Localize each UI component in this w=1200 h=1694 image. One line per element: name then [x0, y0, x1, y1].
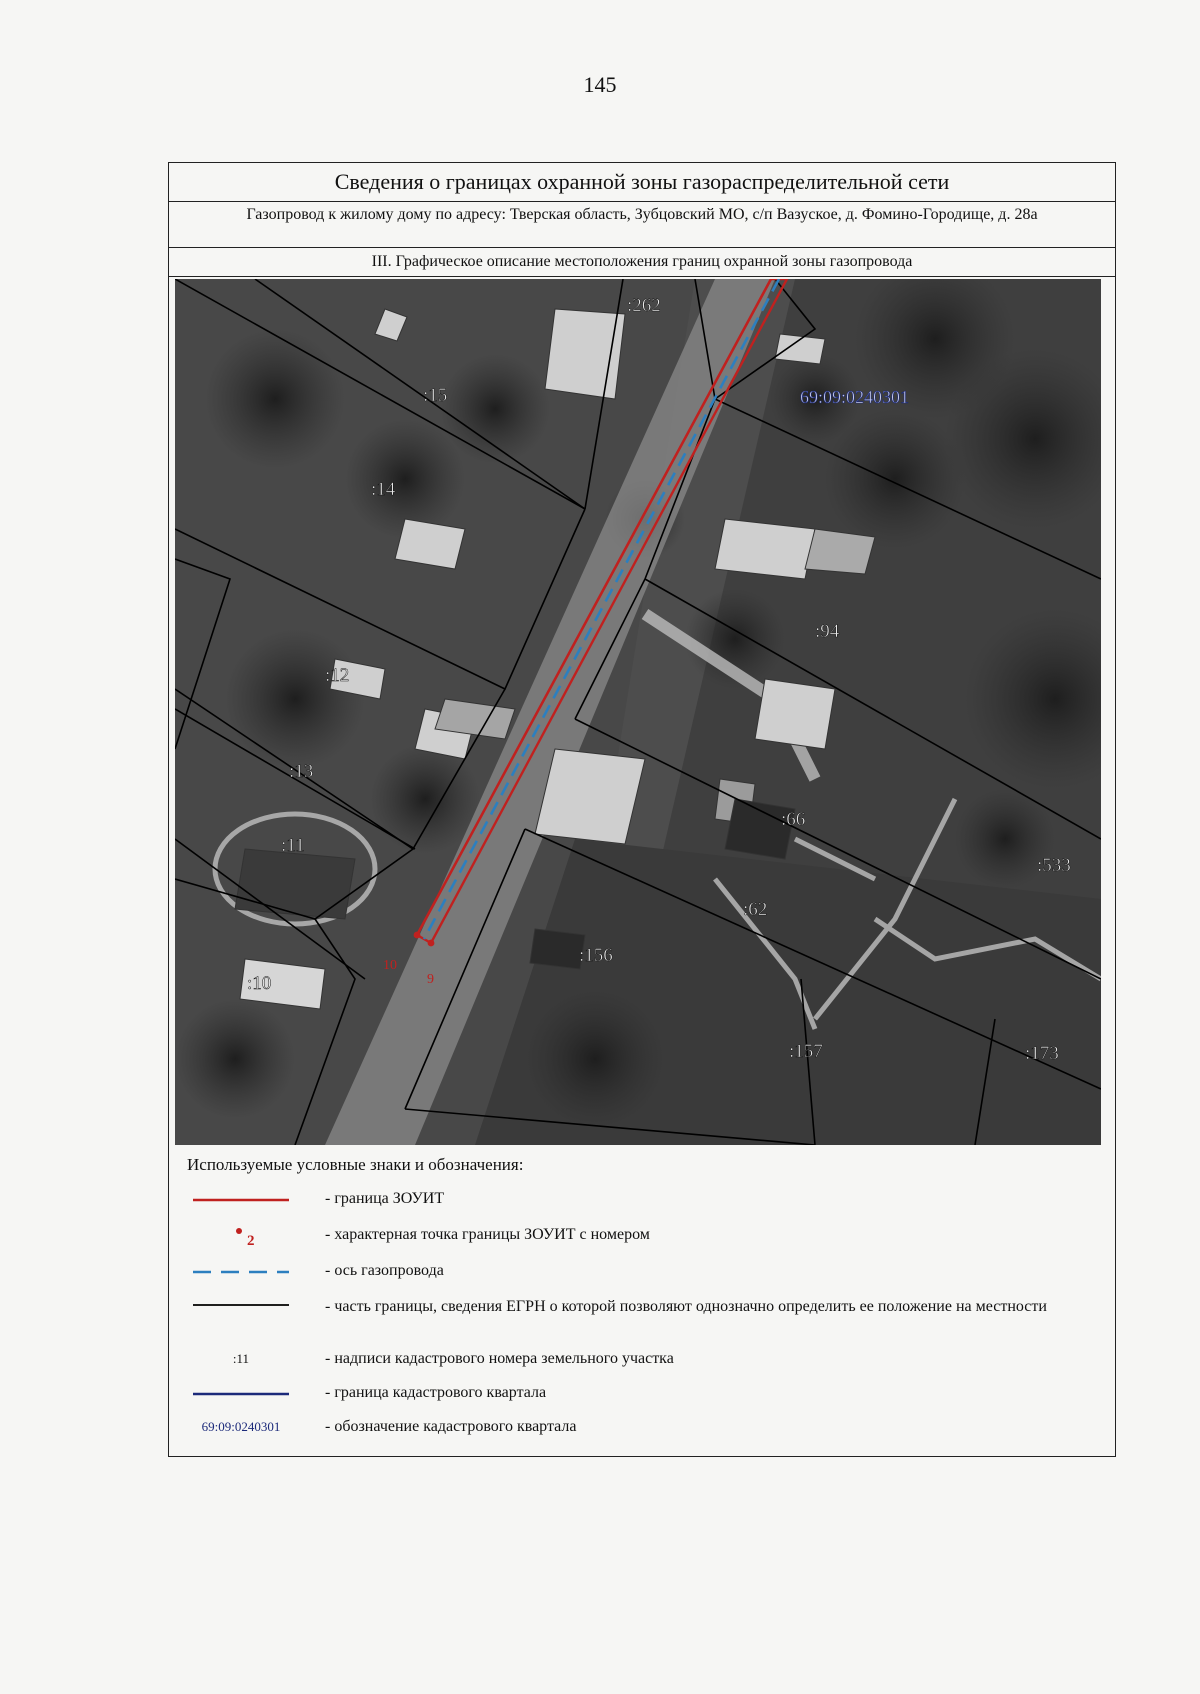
map-sheet-frame	[168, 162, 1116, 1457]
legend-text: - ось газопровода	[325, 1262, 444, 1279]
parcel-label-12: :12	[325, 665, 350, 686]
parcel-label-173: :173	[1025, 1043, 1059, 1064]
legend-text: - граница ЗОУИТ	[325, 1190, 445, 1207]
legend-text: - часть границы, сведения ЕГРН о которой позволяют однозначно определить ее положение на местности	[325, 1298, 1047, 1315]
quarter-label: 69:09:0240301	[800, 387, 910, 407]
map-canvas	[175, 279, 1101, 1145]
legend-symbol-blue-line	[189, 1379, 293, 1409]
boundary-point-9	[428, 940, 435, 947]
legend-row-pipe-axis	[169, 1257, 1109, 1287]
legend-symbol-red-line	[189, 1185, 293, 1215]
aerial-map[interactable]	[175, 279, 1101, 1145]
object-description: Газопровод к жилому дому по адресу: Тверская область, Зубцовский МО, с/п Вазуское, д. Фомино-Городище, д. 28а	[169, 202, 1115, 248]
legend-symbol-parcel-label	[189, 1345, 293, 1375]
boundary-point-10	[414, 932, 421, 939]
legend-point-number: 2	[247, 1233, 255, 1249]
legend-row-parcel-boundary	[169, 1293, 1109, 1343]
legend-quarter-label-sample: 69:09:0240301	[201, 1419, 281, 1434]
legend-symbol-point	[189, 1221, 293, 1251]
parcel-label-11: :11	[281, 835, 305, 856]
legend-text: - характерная точка границы ЗОУИТ с номером	[325, 1226, 650, 1243]
legend-text: - граница кадастрового квартала	[325, 1384, 547, 1401]
legend-parcel-label-sample: :11	[232, 1351, 250, 1366]
legend-symbol-dashed-line	[189, 1257, 293, 1287]
legend-row-quarter-boundary	[169, 1379, 1109, 1409]
legend-row-parcel-label	[169, 1345, 1109, 1375]
sheet-title: Сведения о границах охранной зоны газораспределительной сети	[169, 163, 1115, 202]
parcel-label-533: :533	[1037, 855, 1071, 876]
page-number: 145	[583, 72, 617, 97]
parcel-label-66: :66	[781, 809, 806, 830]
parcel-label-157: :157	[789, 1041, 823, 1062]
parcel-label-156: :156	[579, 945, 613, 966]
parcel-label-62: :62	[743, 899, 768, 920]
point-label-10: 10	[383, 958, 397, 973]
legend-row-boundary-point	[169, 1221, 1109, 1251]
parcel-label-14: :14	[371, 479, 396, 500]
legend-symbol-black-line	[189, 1293, 293, 1323]
legend-caption: Используемые условные знаки и обозначения:	[187, 1155, 524, 1174]
section-title: III. Графическое описание местоположения границ охранной зоны газопровода	[169, 248, 1115, 277]
parcel-label-262: :262	[627, 295, 661, 316]
legend-text: - надписи кадастрового номера земельного участка	[325, 1350, 674, 1367]
parcel-label-94: :94	[815, 621, 840, 642]
legend-row-zone-boundary	[169, 1185, 1109, 1215]
legend-text: - обозначение кадастрового квартала	[325, 1418, 577, 1435]
legend-symbol-quarter-label	[189, 1413, 293, 1443]
parcel-label-10: :10	[247, 973, 272, 994]
legend-row-quarter-label	[169, 1413, 1109, 1443]
point-label-9: 9	[427, 972, 434, 987]
parcel-label-13: :13	[289, 761, 314, 782]
parcel-label-15: :15	[423, 385, 448, 406]
